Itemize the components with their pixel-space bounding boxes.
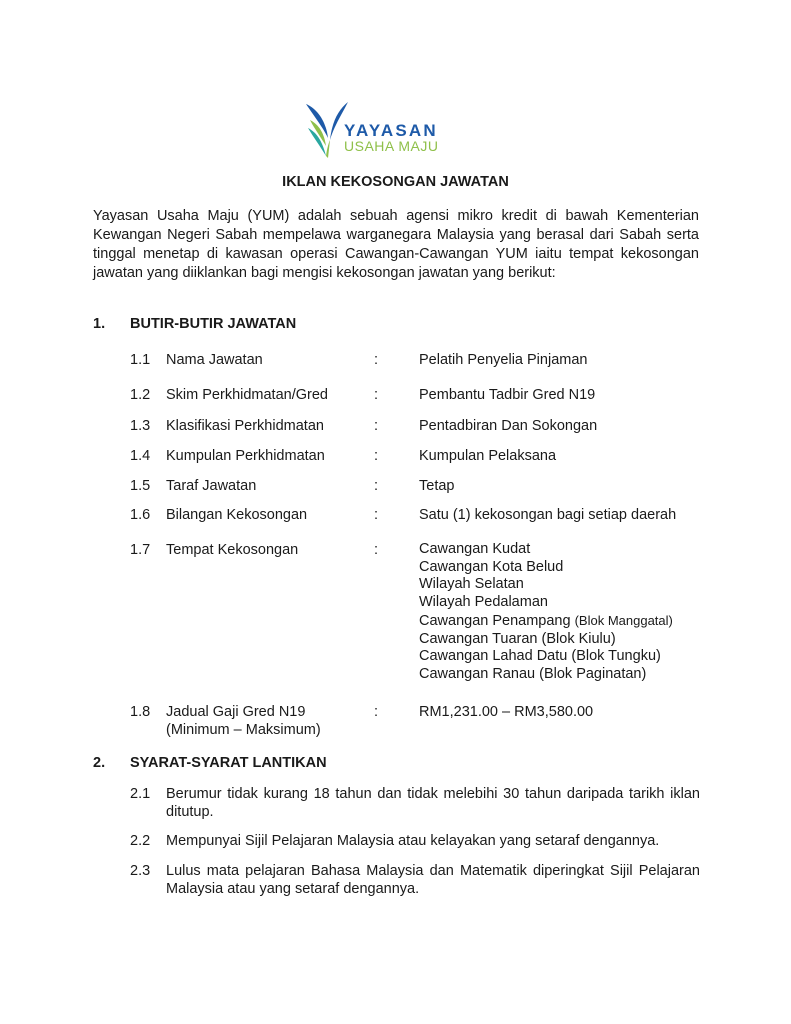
item-label: Kumpulan Perkhidmatan (166, 448, 325, 464)
logo-text-yayasan: YAYASAN (344, 121, 438, 140)
colon: : (374, 478, 379, 494)
place-item: Cawangan Penampang (Blok Manggatal) (419, 612, 673, 629)
place-item: Cawangan Kudat (419, 541, 531, 557)
section-number: 1. (93, 316, 106, 332)
place-item: Cawangan Kota Belud (419, 558, 564, 575)
item-label: Bilangan Kekosongan (166, 507, 308, 523)
item-text: Mempunyai Sijil Pelajaran Malaysia atau kelayakan yang setaraf dengannya. (166, 833, 660, 849)
colon: : (374, 542, 379, 558)
section-title: BUTIR-BUTIR JAWATAN (130, 316, 297, 332)
item-label: Tempat Kekosongan (166, 542, 299, 558)
item-number: 1.7 (130, 542, 151, 558)
document-title: IKLAN KEKOSONGAN JAWATAN (282, 174, 509, 190)
place-item: Cawangan Tuaran (Blok Kiulu) (419, 630, 616, 647)
place-item: Cawangan Lahad Datu (Blok Tungku) (419, 648, 661, 665)
colon: : (374, 387, 379, 403)
requirement-item (130, 785, 700, 821)
item-value: Pentadbiran Dan Sokongan (419, 418, 598, 434)
item-text: Lulus mata pelajaran Bahasa Malaysia dan Matematik diperingkat Sijil Pelajaran Malaysia atau yang setaraf dengannya. (166, 863, 700, 897)
item-number: 1.8 (130, 704, 151, 720)
colon: : (374, 352, 379, 368)
item-value: RM1,231.00 – RM3,580.00 (419, 704, 594, 720)
colon: : (374, 507, 379, 523)
item-value: Kumpulan Pelaksana (419, 448, 557, 464)
item-number: 2.3 (130, 863, 151, 879)
item-label-sub: (Minimum – Maksimum) (166, 722, 321, 738)
item-number: 1.1 (130, 352, 151, 368)
item-number: 1.2 (130, 387, 151, 403)
place-item: Wilayah Selatan (419, 576, 524, 593)
requirement-item (130, 832, 700, 850)
place-item: Cawangan Ranau (Blok Paginatan) (419, 665, 647, 682)
item-number: 1.5 (130, 478, 151, 494)
item-label: Klasifikasi Perkhidmatan (166, 418, 324, 434)
item-number: 2.1 (130, 786, 151, 802)
item-number: 2.2 (130, 833, 151, 849)
item-value: Pelatih Penyelia Pinjaman (419, 352, 588, 368)
item-text: Berumur tidak kurang 18 tahun dan tidak melebihi 30 tahun daripada tarikh iklan ditutup. (166, 786, 700, 820)
item-number: 1.3 (130, 418, 151, 434)
place-item: Wilayah Pedalaman (419, 594, 548, 611)
colon: : (374, 418, 379, 434)
places-list (419, 541, 673, 684)
item-value: Satu (1) kekosongan bagi setiap daerah (419, 507, 677, 523)
item-number: 1.4 (130, 448, 151, 464)
colon: : (374, 448, 379, 464)
colon: : (374, 704, 379, 720)
detail-row-jadual-gaji (130, 703, 710, 739)
intro-paragraph: Yayasan Usaha Maju (YUM) adalah sebuah agensi mikro kredit di bawah Kementerian Kewangan Negeri Sabah mempelawa warganegara Malaysia yang berasal dari Sabah serta tinggal menetap di kawasan operasi Cawangan-Cawangan YUM iaitu tempat kekosongan jawatan yang diiklankan bagi mengisi kekosongan jawatan yang berikut: (93, 208, 699, 281)
item-value: Tetap (419, 478, 455, 494)
requirement-item (130, 862, 700, 898)
item-value: Pembantu Tadbir Gred N19 (419, 387, 596, 403)
section-title: SYARAT-SYARAT LANTIKAN (130, 755, 327, 771)
section-number: 2. (93, 755, 106, 771)
item-number: 1.6 (130, 507, 151, 523)
logo-text-usaha-maju: USAHA MAJU (344, 138, 439, 154)
item-label: Taraf Jawatan (166, 478, 257, 494)
item-label: Skim Perkhidmatan/Gred (166, 387, 328, 403)
item-label: Nama Jawatan (166, 352, 263, 368)
yayasan-usaha-maju-logo (304, 98, 444, 162)
item-label: Jadual Gaji Gred N19 (166, 704, 306, 720)
